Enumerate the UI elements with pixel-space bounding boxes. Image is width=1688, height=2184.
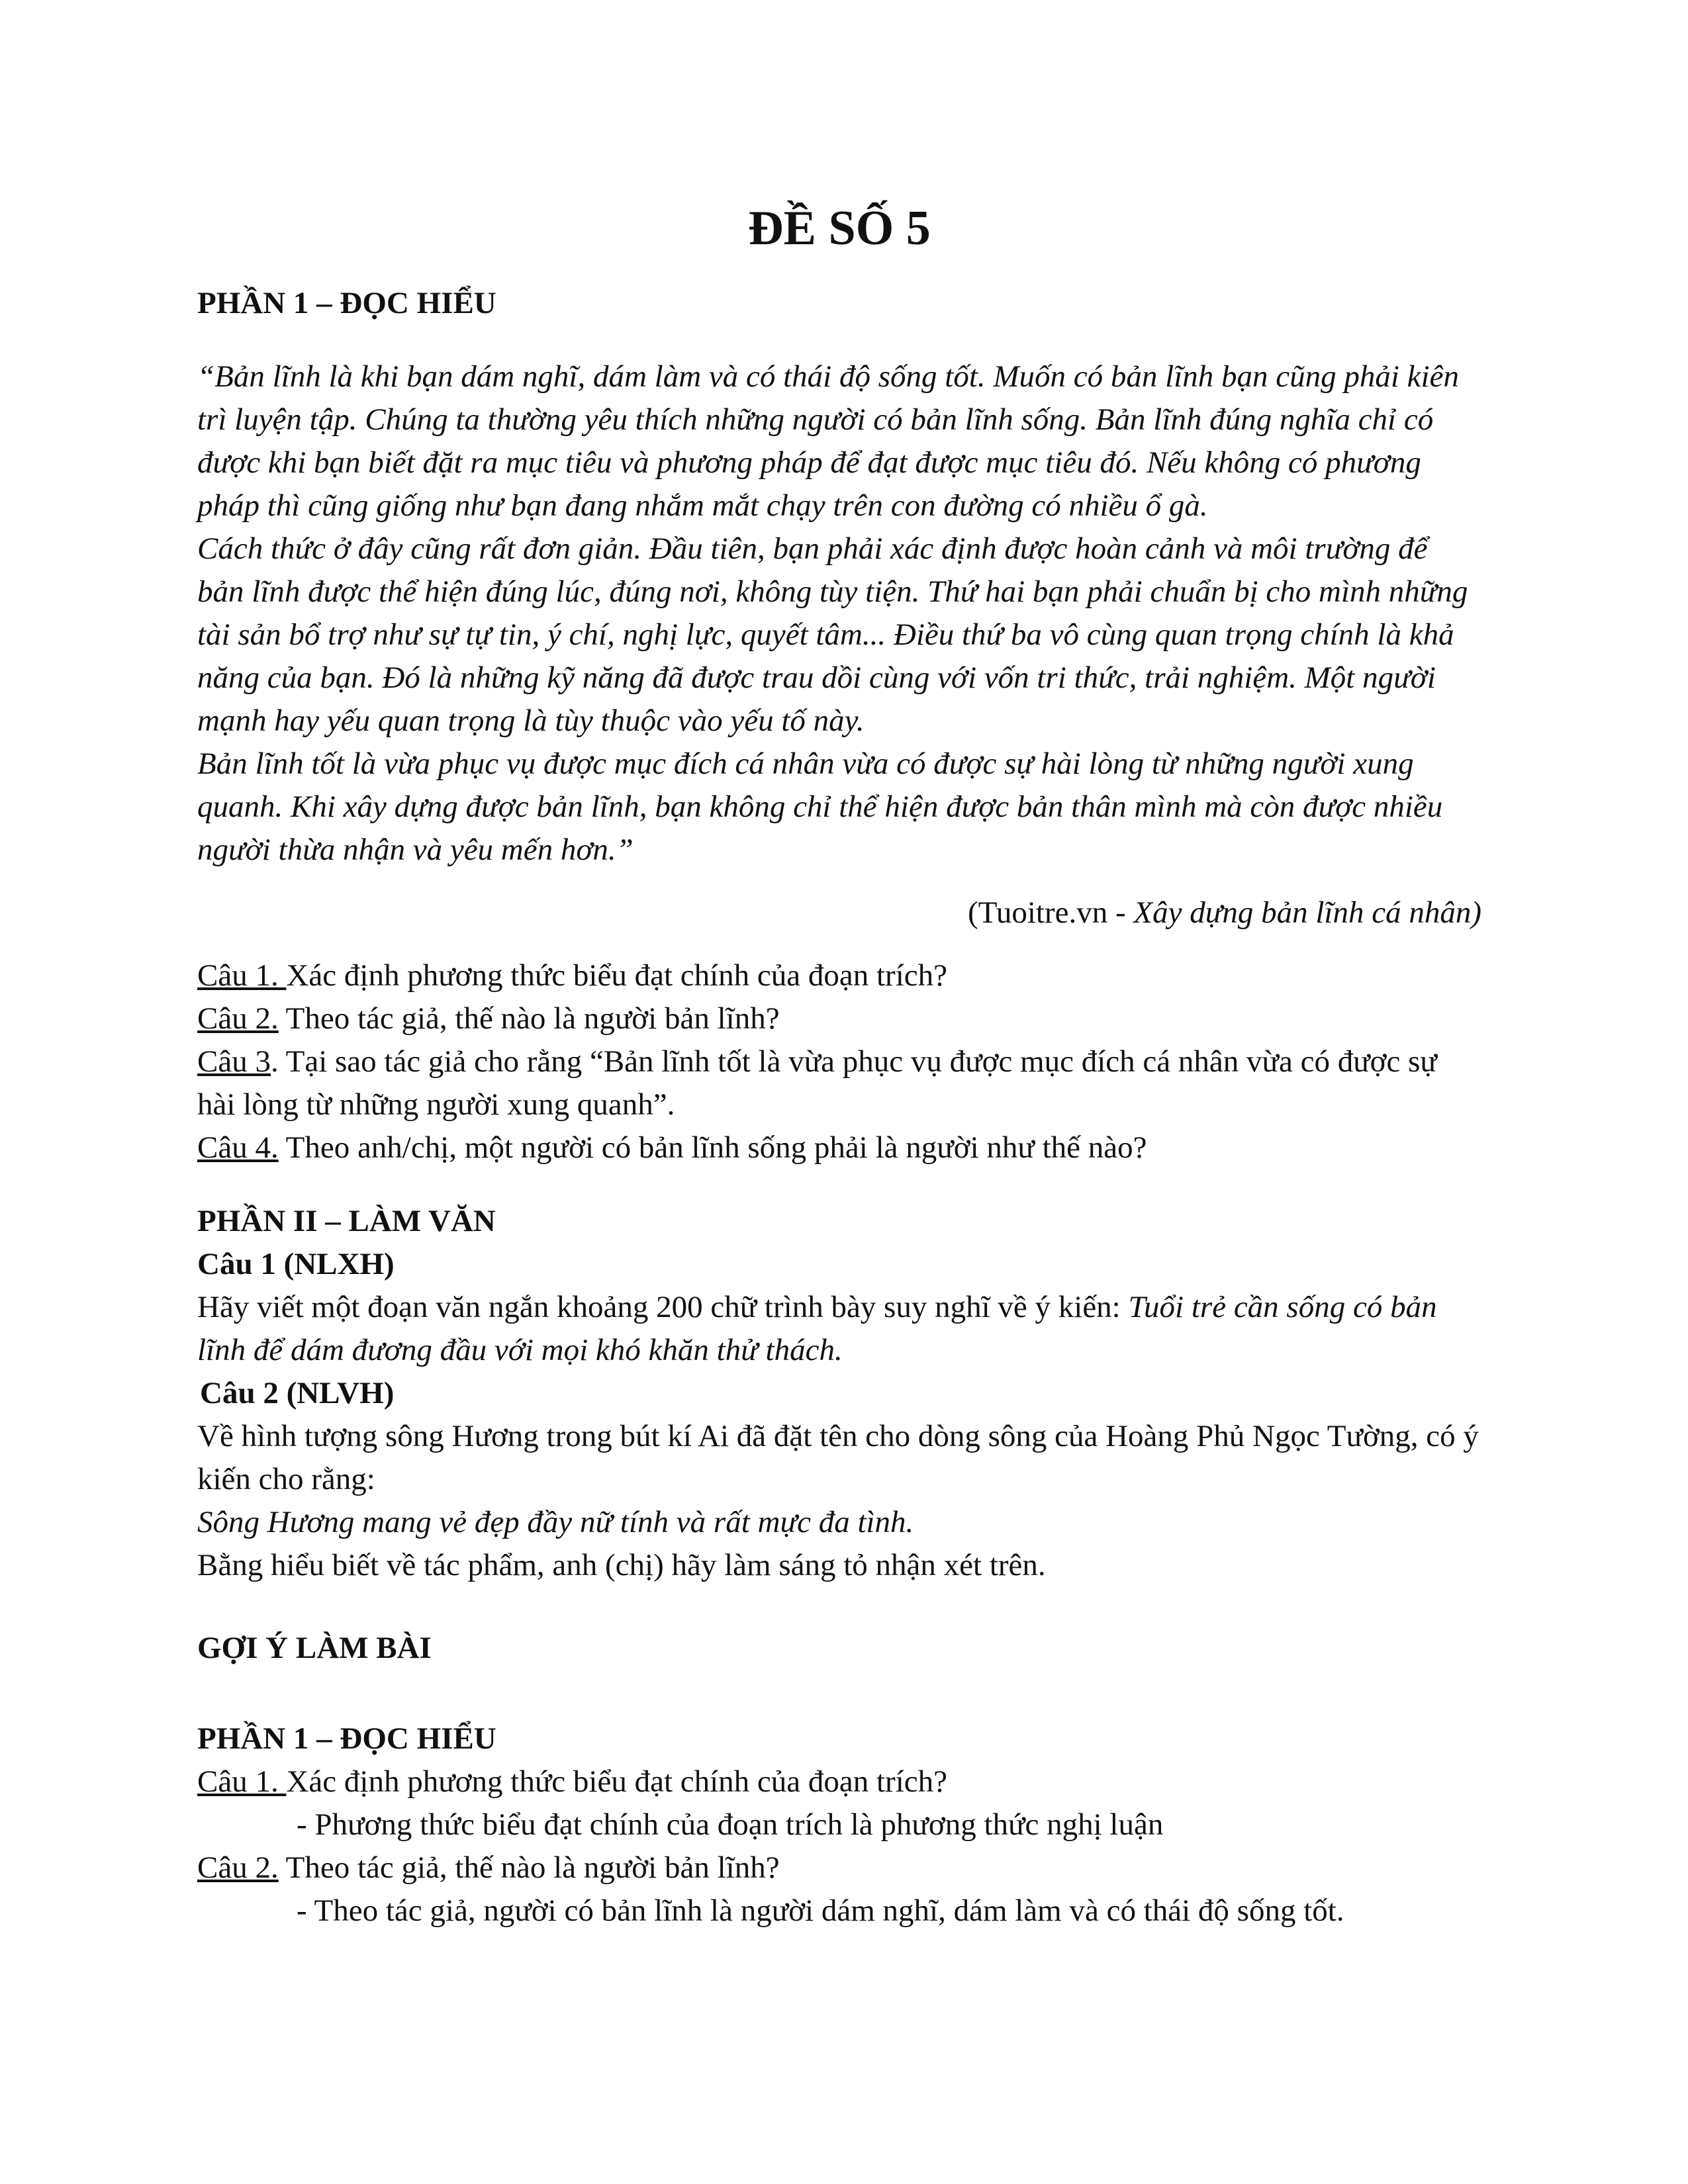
- essay-question-2-heading: Câu 2 (NLVH): [200, 1376, 395, 1410]
- source-work-title: Xây dựng bản lĩnh cá nhân): [1133, 895, 1481, 930]
- guide-answer-2: - Theo tác giả, người có bản lĩnh là người dám nghĩ, dám làm và có thái độ sống tốt.: [297, 1893, 1344, 1928]
- question-label: Câu 1.: [197, 1764, 287, 1799]
- guide-question-2: [197, 1846, 1481, 1889]
- guide-heading: GỢI Ý LÀM BÀI: [197, 1631, 432, 1665]
- guide-answer-1: - Phương thức biểu đạt chính của đoạn trích là phương thức nghị luận: [297, 1807, 1164, 1842]
- part2-heading: PHẦN II – LÀM VĂN: [197, 1204, 496, 1238]
- document-title: ĐỀ SỐ 5: [748, 201, 931, 255]
- passage-paragraph-3: Bản lĩnh tốt là vừa phục vụ được mục đích cá nhân vừa có được sự hài lòng từ những người xung quanh. Khi xây dựng được bản lĩnh, bạn không chỉ thể hiện được bản thân mình mà còn được nhiều người thừa nhận và yêu mến hơn.”: [197, 747, 1443, 867]
- question-text: Theo anh/chị, một người có bản lĩnh sống phải là người như thế nào?: [278, 1130, 1147, 1165]
- passage-source: [197, 891, 1481, 934]
- question-label: Câu 1.: [197, 958, 287, 993]
- question-3: [197, 1040, 1481, 1126]
- essay-question-1-prompt: Hãy viết một đoạn văn ngắn khoảng 200 chữ trình bày suy nghĩ về ý kiến:: [197, 1290, 1129, 1324]
- question-text: Xác định phương thức biểu đạt chính của đoạn trích?: [286, 1764, 947, 1799]
- question-list: [197, 954, 1481, 1169]
- essay-question-1-quote: Tuổi trẻ cần sống có bản lĩnh để dám đương đầu với mọi khó khăn thử thách.: [197, 1290, 1437, 1367]
- guide-question-1: [197, 1760, 1481, 1803]
- guide-part1-heading: PHẦN 1 – ĐỌC HIỂU: [197, 1721, 496, 1756]
- question-text: Theo tác giả, thế nào là người bản lĩnh?: [278, 1850, 780, 1885]
- question-label: Câu 4.: [197, 1130, 279, 1165]
- question-2: [197, 997, 1481, 1040]
- document-page: [197, 199, 1481, 1933]
- question-label: Câu 3: [197, 1044, 271, 1079]
- source-site: (Tuoitre.vn -: [968, 895, 1134, 930]
- essay-question-2-task: Bằng hiểu biết về tác phẩm, anh (chị) hãy làm sáng tỏ nhận xét trên.: [197, 1548, 1046, 1582]
- reading-passage: [197, 355, 1481, 872]
- passage-paragraph-2: Cách thức ở đây cũng rất đơn giản. Đầu tiên, bạn phải xác định được hoàn cảnh và môi trường để bản lĩnh được thể hiện đúng lúc, đúng nơi, không tùy tiện. Thứ hai bạn phải chuẩn bị cho mình những tài sản bổ trợ như sự tự tin, ý chí, nghị lực, quyết tâm... Điều thứ ba vô cùng quan trọng chính là khả năng của bạn. Đó là những kỹ năng đã được trau dồi cùng với vốn tri thức, trải nghiệm. Một người mạnh hay yếu quan trọng là tùy thuộc vào yếu tố này.: [197, 531, 1468, 738]
- essay-question-1-heading: Câu 1 (NLXH): [197, 1247, 395, 1281]
- essay-question-2-quote: Sông Hương mang vẻ đẹp đầy nữ tính và rất mực đa tình.: [197, 1505, 914, 1539]
- question-label: Câu 2.: [197, 1850, 279, 1885]
- part1-heading: PHẦN 1 – ĐỌC HIỂU: [197, 286, 496, 320]
- question-1: [197, 954, 1481, 997]
- question-text: . Tại sao tác giả cho rằng “Bản lĩnh tốt là vừa phục vụ được mục đích cá nhân vừa có được sự hài lòng từ những người xung quanh”.: [197, 1044, 1437, 1122]
- essay-question-1-text: [197, 1286, 1481, 1372]
- question-text: Theo tác giả, thế nào là người bản lĩnh?: [278, 1001, 780, 1036]
- question-text: Xác định phương thức biểu đạt chính của đoạn trích?: [286, 958, 947, 993]
- essay-question-2-text: Về hình tượng sông Hương trong bút kí Ai đã đặt tên cho dòng sông của Hoàng Phủ Ngọc Tường, có ý kiến cho rằng:: [197, 1419, 1479, 1496]
- question-label: Câu 2.: [197, 1001, 279, 1036]
- question-4: [197, 1126, 1481, 1169]
- passage-paragraph-1: “Bản lĩnh là khi bạn dám nghĩ, dám làm và có thái độ sống tốt. Muốn có bản lĩnh bạn cũng phải kiên trì luyện tập. Chúng ta thường yêu thích những người có bản lĩnh sống. Bản lĩnh đúng nghĩa chỉ có được khi bạn biết đặt ra mục tiêu và phương pháp để đạt được mục tiêu đó. Nếu không có phương pháp thì cũng giống như bạn đang nhắm mắt chạy trên con đường có nhiều ổ gà.: [197, 359, 1459, 523]
